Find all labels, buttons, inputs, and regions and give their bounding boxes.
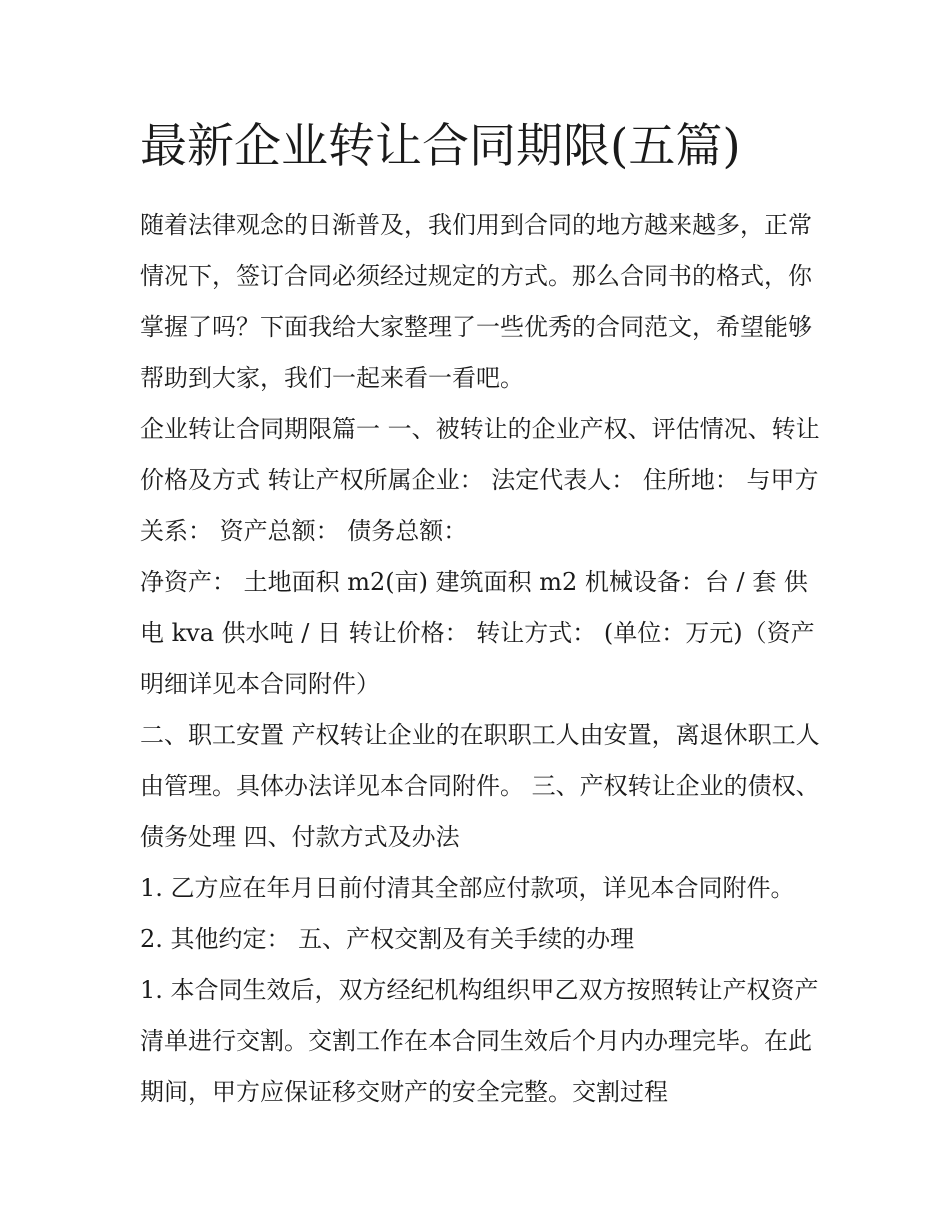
intro-paragraph: 随着法律观念的日渐普及，我们用到合同的地方越来越多，正常情况下，签订合同必须经过规定的方式。那么合同书的格式，你掌握了吗？下面我给大家整理了一些优秀的合同范文，希望能够帮助到大家，我们一起来看一看吧。 — [140, 211, 812, 392]
handover-clause-paragraph: 1. 本合同生效后，双方经纪机构组织甲乙双方按照转让产权资产清单进行交割。交割工作在本合同生效后个月内办理完毕。在此期间，甲方应保证移交财产的安全完整。交割过程 — [140, 976, 819, 1106]
document-page — [140, 112, 820, 1118]
payment-clause-paragraph: 1. 乙方应在年月日前付清其全部应付款项，详见本合同附件。 2. 其他约定： 五、产权交割及有关手续的办理 — [140, 874, 795, 953]
document-title: 最新企业转让合同期限(五篇) — [140, 119, 741, 174]
section-one-paragraph: 企业转让合同期限篇一 一、被转让的企业产权、评估情况、转让价格及方式 转让产权所属企业： 法定代表人： 住所地： 与甲方关系： 资产总额： 债务总额： — [140, 415, 820, 545]
staff-placement-paragraph: 二、职工安置 产权转让企业的在职职工人由安置，离退休职工人由管理。具体办法详见本合同附件。 三、产权转让企业的债权、债务处理 四、付款方式及办法 — [140, 721, 820, 851]
net-assets-paragraph: 净资产： 土地面积 m2(亩) 建筑面积 m2 机械设备：台 / 套 供电 kva 供水吨 / 日 转让价格： 转让方式： (单位：万元)（资产明细详见本合同附件） — [140, 568, 815, 698]
